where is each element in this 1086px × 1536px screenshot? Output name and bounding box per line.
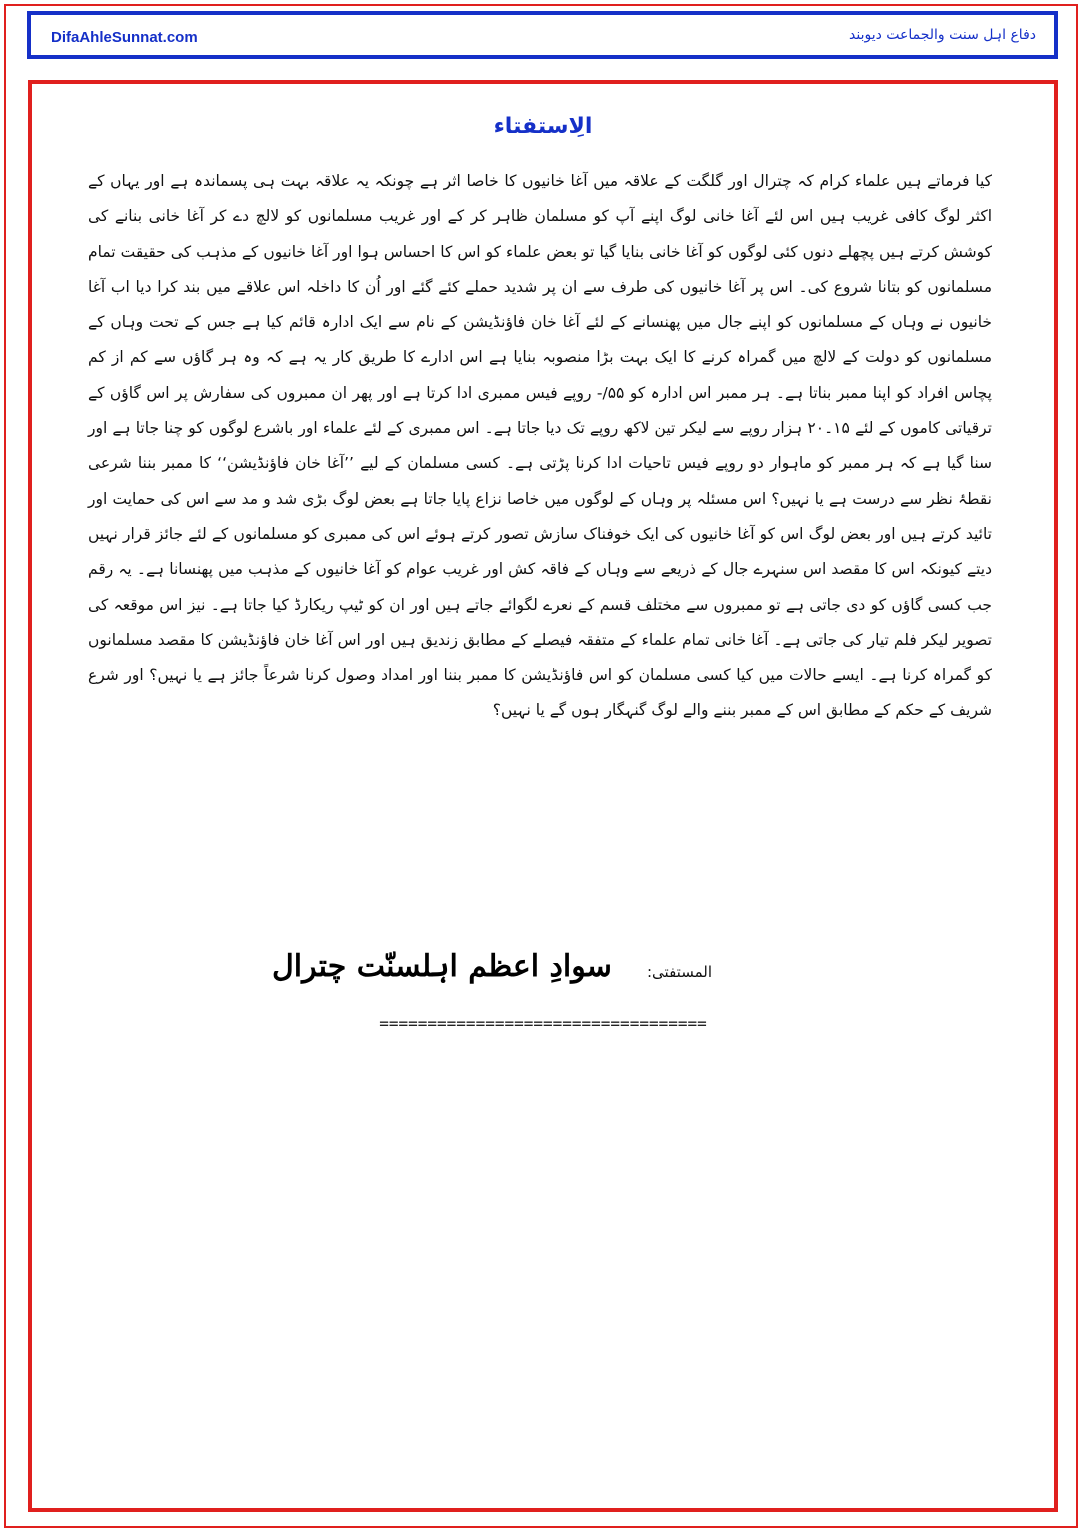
document-title: الِاستفتاء xyxy=(493,114,593,139)
signature-name: سوادِ اعظم اہلسنّت چترال xyxy=(272,949,612,984)
signature-label: المستفتی: xyxy=(647,963,712,981)
signature-block xyxy=(272,949,712,1009)
site-url-link[interactable]: DifaAhleSunnat.com xyxy=(51,29,198,46)
document-body xyxy=(88,164,992,729)
document-frame xyxy=(28,80,1058,1512)
istifta-paragraph: کیا فرماتے ہیں علماء کرام کہ چترال اور گلگت کے علاقہ میں آغا خانیوں کا خاصا اثر ہے چونکہ یہ علاقہ بہت ہی پسماندہ ہے اور یہاں کے اکثر لوگ کافی غریب ہیں اس لئے آغا خانی لوگ اپنے آپ کو مسلمان ظاہر کر کے اور غریب مسلمانوں کو لالچ دے کر آغا خانی بنانے کی کوشش کرتے ہیں پچھلے دنوں کئی لوگوں کو آغا خانی بنایا گیا تو بعض علماء کو اس کا احساس ہوا اور آغا خانیوں کے مذہب کی حقیقت تمام مسلمانوں کو بتانا شروع کی۔ اس پر آغا خانیوں کی طرف سے ان پر شدید حملے کئے گئے اور اُن کا داخلہ اس علاقے میں بند کرا دیا اب آغا خانیوں نے وہاں کے مسلمانوں کو اپنے جال میں پھنسانے کے لئے آغا خان فاؤنڈیشن کے نام سے ایک ادارہ قائم کیا ہے جس کے تحت وہاں کے مسلمانوں کو دولت کے لالچ میں گمراہ کرنے کا ایک بہت بڑا منصوبہ بنایا ہے اس ادارے کا طریق کار یہ ہے کہ وہ ہر گاؤں سے کم از کم پچاس افراد کو اپنا ممبر بناتا ہے۔ ہر ممبر اس ادارہ کو ۵۵/- روپے فیس ممبری ادا کرتا ہے اور پھر ان ممبروں کی سفارش پر اس گاؤں کے ترقیاتی کاموں کے لئے ۱۵۔۲۰ ہزار روپے سے لیکر تین لاکھ روپے تک دیا جاتا ہے۔ اس ممبری کے لئے علماء اور باشرع لوگوں کو چنا جاتا ہے اور سنا گیا ہے کہ ہر ممبر کو ماہوار دو روپے فیس تاحیات ادا کرنا پڑتی ہے۔ کسی مسلمان کے لیے ’’آغا خان فاؤنڈیشن‘‘ کا ممبر بننا شرعی نقطۂ نظر سے درست ہے یا نہیں؟ اس مسئلہ پر وہاں کے لوگوں میں خاصا نزاع پایا جاتا ہے بعض لوگ بڑی شد و مد سے اس کی حمایت اور تائید کرتے ہیں اور بعض لوگ اس کو آغا خانیوں کی ایک خوفناک سازش تصور کرتے ہوئے اس کی ممبری کو مسلمانوں کے لئے جائز قرار نہیں دیتے کیونکہ اس کا مقصد اس سنہرے جال کے ذریعے سے وہاں کے فاقہ کش اور غریب عوام کو آغا خانیوں کے مذہب میں پھنسانا ہے۔ یہ رقم جب کسی گاؤں کو دی جاتی ہے تو ممبروں سے مختلف قسم کے نعرے لگوائے جاتے ہیں اور ان کو ٹیپ ریکارڈ کیا جاتا ہے۔ نیز اس موقعہ کی تصویر لیکر فلم تیار کی جاتی ہے۔ آغا خانی تمام علماء کے متفقہ فیصلے کے مطابق زندیق ہیں اور اس آغا خان فاؤنڈیشن کا مقصد مسلمانوں کو گمراہ کرنا ہے۔ ایسے حالات میں کیا کسی مسلمان کو اس فاؤنڈیشن کا ممبر بننا اور امداد وصول کرنا شرعاً جائز ہے یا نہیں؟ اور شرع شریف کے حکم کے مطابق اس کے ممبر بننے والے لوگ گنہگار ہوں گے یا نہیں؟ xyxy=(88,172,992,720)
separator-line: ================================== xyxy=(379,1014,707,1033)
site-urdu-title: دفاع اہل سنت والجماعت دیوبند xyxy=(849,27,1036,43)
site-header xyxy=(27,11,1058,59)
